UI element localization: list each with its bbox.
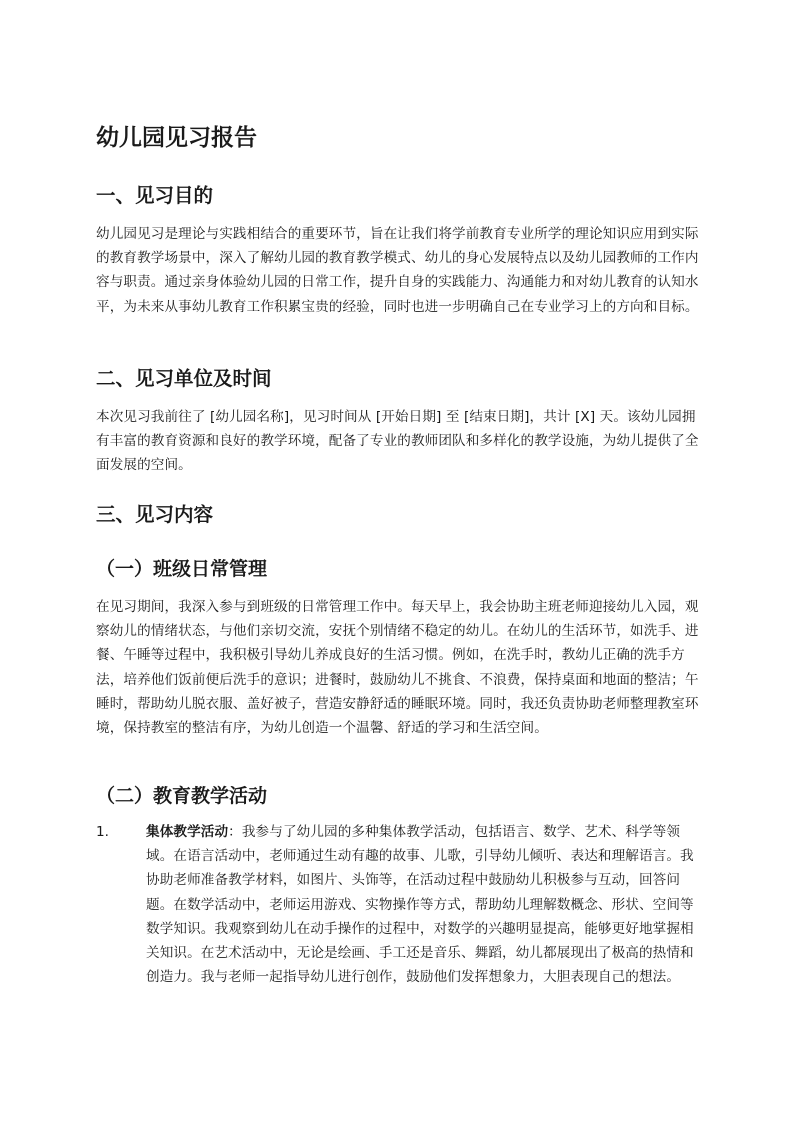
- list-item-number: 1.: [96, 824, 109, 840]
- subsection-heading-teaching-activities: （二）教育教学活动: [96, 785, 268, 807]
- subsection-body-class-management: 在见习期间，我深入参与到班级的日常管理工作中。每天早上，我会协助主班老师迎接幼儿入园，观察幼儿的情绪状态，与他们亲切交流，安抚个别情绪不稳定的幼儿。在幼儿的生活环节，如洗手、进餐、午睡等过程中，我积极引导幼儿养成良好的生活习惯。例如，在洗手时，教幼儿正确的洗手方法，培养他们饭前便后洗手的意识；进餐时，鼓励幼儿不挑食、不浪费，保持桌面和地面的整洁；午睡时，帮助幼儿脱衣服、盖好被子，营造安静舒适的睡眠环境。同时，我还负责协助老师整理教室环境，保持教室的整洁有序，为幼儿创造一个温馨、舒适的学习和生活空间。: [96, 599, 699, 737]
- section-heading-content: 三、见习内容: [96, 503, 214, 526]
- list-item-text: ：我参与了幼儿园的多种集体教学活动，包括语言、数学、艺术、科学等领域。在语言活动中，老师通过生动有趣的故事、儿歌，引导幼儿倾听、表达和理解语言。我协助老师准备教学材料，如图片、头饰等，在活动过程中鼓励幼儿积极参与互动，回答问题。在数学活动中，老师运用游戏、实物操作等方式，帮助幼儿理解数概念、形状、空间等数学知识。我观察到幼儿在动手操作的过程中，对数学的兴趣明显提高，能够更好地掌握相关知识。在艺术活动中，无论是绘画、手工还是音乐、舞蹈，幼儿都展现出了极高的热情和创造力。我与老师一起指导幼儿进行创作，鼓励他们发挥想象力，大胆表现自己的想法。: [146, 824, 694, 986]
- section-body-unit-time: 本次见习我前往了 [幼儿园名称]，见习时间从 [开始日期] 至 [结束日期]，共计 [X] 天。该幼儿园拥有丰富的教育资源和良好的教学环境，配备了专业的教师团队和多样化的教学设施，为幼儿提供了全面发展的空间。: [96, 409, 699, 474]
- list-item-body: [146, 820, 700, 989]
- subsection-heading-class-management: （一）班级日常管理: [96, 558, 268, 580]
- document-title: 幼儿园见习报告: [96, 125, 257, 151]
- section-heading-purpose: 一、见习目的: [96, 184, 214, 207]
- section-body-purpose: 幼儿园见习是理论与实践相结合的重要环节，旨在让我们将学前教育专业所学的理论知识应用到实际的教育教学场景中，深入了解幼儿园的教育教学模式、幼儿的身心发展特点以及幼儿园教师的工作内容与职责。通过亲身体验幼儿园的日常工作，提升自身的实践能力、沟通能力和对幼儿教育的认知水平，为未来从事幼儿教育工作积累宝贵的经验，同时也进一步明确自己在专业学习上的方向和目标。: [96, 226, 699, 315]
- section-heading-unit-time: 二、见习单位及时间: [96, 367, 272, 390]
- list-item-label: 集体教学活动: [146, 824, 229, 840]
